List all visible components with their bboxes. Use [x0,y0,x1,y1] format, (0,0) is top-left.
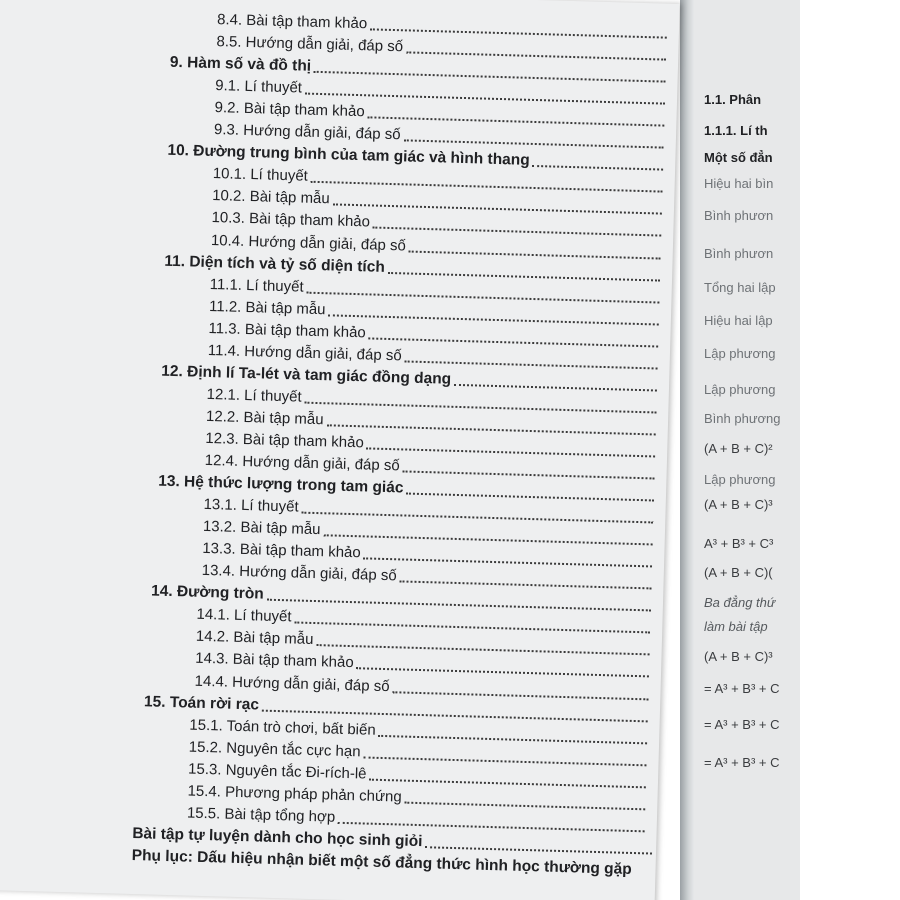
toc-entry-title: 15.4. Phương pháp phản chứng [187,782,402,806]
toc-entry-title: 15. Toán rời rạc [143,692,260,714]
right-page-line: Bình phương [704,411,781,426]
toc-entry-title: 14.3. Bài tập tham khảo [195,650,354,672]
toc-entry-title: 11.4. Hướng dẫn giải, đáp số [207,341,402,365]
toc-entry-title: 15.1. Toán trò chơi, bất biến [189,716,376,739]
toc-entry-title: 10. Đường trung bình của tam giác và hình thang [167,142,530,170]
right-page-line: 1.1. Phân [704,92,762,107]
toc-entry-title: 8.5. Hướng dẫn giải, đáp số [216,33,404,56]
right-page-line: Một số đẳn [704,150,773,165]
toc-entry-title: 12.1. Lí thuyết [206,385,302,406]
toc-entry-title: 14.4. Hướng dẫn giải, đáp số [194,672,390,695]
toc-entry-title: 11. Diện tích và tỷ số diện tích [164,252,386,276]
dot-leader [454,384,657,392]
toc-entry-title: 15.3. Nguyên tắc Đi-rích-lê [187,760,367,783]
right-page-line: (A + B + C)³ [704,649,773,664]
right-page-line: Bình phươn [704,208,774,223]
right-page-line: (A + B + C)² [704,441,773,456]
toc-entry-title: 13.3. Bài tập tham khảo [202,540,361,562]
toc-entry-title: 15.2. Nguyên tắc cực hạn [188,738,361,761]
toc-entry-title: 10.2. Bài tập mẫu [211,187,330,208]
toc-entry-title: 11.3. Bài tập tham khảo [208,319,367,342]
background [790,0,900,900]
right-page-line: Tổng hai lập [704,280,776,295]
right-page-line: = A³ + B³ + C [704,681,780,696]
right-page-line: Hiệu hai bìn [704,176,774,191]
toc-entry-title: 10.1. Lí thuyết [212,165,309,186]
right-page-line: Bình phươn [704,246,774,261]
toc-entry-title: Phụ lục: Dấu hiệu nhận biết một số đẳng thức hình học thường gặp [131,846,632,878]
toc-entry-title: 12.4. Hướng dẫn giải, đáp số [204,451,400,475]
toc-entry-title: 9. Hàm số và đồ thị [169,53,312,75]
toc-entry-title: 15.5. Bài tập tổng hợp [186,804,336,826]
right-page-line: Lập phương [704,472,776,487]
toc-entry-title: 12.2. Bài tập mẫu [205,407,324,429]
right-page [690,0,800,900]
right-page-line: Lập phương [704,346,776,361]
toc-entry-title: 14.1. Lí thuyết [196,606,292,626]
right-page-line: (A + B + C)( [704,565,773,580]
toc-entry-title: 10.3. Bài tập tham khảo [211,209,371,231]
toc-entry-title: 14.2. Bài tập mẫu [195,628,314,649]
toc-entry-title: 12. Định lí Ta-lét và tam giác đồng dạng [161,362,452,388]
right-page-line: (A + B + C)³ [704,497,773,512]
right-page-line: 1.1.1. Lí th [704,123,768,138]
toc-entry-title: Bài tập tự luyện dành cho học sinh giỏi [132,824,423,850]
toc-entry-title: 11.2. Bài tập mẫu [208,297,326,318]
toc-entry-title: 13.4. Hướng dẫn giải, đáp số [201,562,397,585]
toc-entry-title: 9.1. Lí thuyết [215,77,303,97]
toc-entry-title: 13. Hệ thức lượng trong tam giác [157,472,404,497]
toc-entry-title: 13.1. Lí thuyết [203,495,299,516]
right-page-line: Lập phương [704,382,776,397]
right-page-line: = A³ + B³ + C [704,717,780,732]
toc-entry-title: 12.3. Bài tập tham khảo [205,429,365,452]
toc-entry-title: 13.2. Bài tập mẫu [202,518,321,539]
toc-entry-title: 11.1. Lí thuyết [209,275,304,296]
right-page-line: A³ + B³ + C³ [704,536,774,551]
toc-entry-title: 10.4. Hướng dẫn giải, đáp số [210,231,407,254]
right-page-line: Ba đẳng thứ [704,595,776,610]
toc-entry-title: 14. Đường tròn [150,582,264,603]
right-page-line: = A³ + B³ + C [704,755,780,770]
toc-entry-title: 9.2. Bài tập tham khảo [214,99,365,121]
dot-leader [533,165,664,171]
book-gutter [680,0,694,900]
toc-entry-title: 8.4. Bài tập tham khảo [216,11,368,33]
right-page-line: Hiệu hai lập [704,313,773,328]
toc-entry-title: 9.3. Hướng dẫn giải, đáp số [213,121,401,144]
right-page-line: làm bài tập [704,619,768,634]
